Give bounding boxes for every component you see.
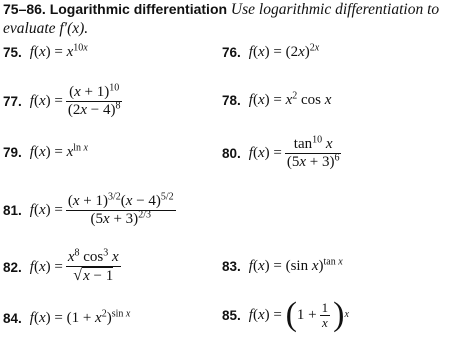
- exercise-78: [222, 92, 331, 109]
- fraction: $\frac{\tan^{10} x}{(5x + 3)^6}$: [286, 134, 340, 170]
- instruction-text-continued: evaluate f′(x).: [3, 20, 89, 37]
- fraction: $\frac{(x + 1)^{3/2}(x - 4)^{5/2}}{(5x + 3)^{2/3}}$: [67, 191, 174, 227]
- exercise-79: [3, 144, 88, 161]
- exercise-number: 82.: [3, 259, 22, 275]
- fraction: $\frac{(x + 1)^{10}}{(2x - 4)^8}$: [67, 82, 121, 118]
- exercise-number: 75.: [3, 45, 22, 60]
- exercise-85: [222, 296, 349, 333]
- exercise-81: [3, 193, 179, 228]
- exercise-number: 78.: [222, 93, 241, 108]
- exercise-header: [3, 0, 448, 38]
- exercise-range: 75–86.: [3, 1, 46, 17]
- exercise-expression: f(x) = (sin x)$^{tan x}$: [248, 256, 343, 274]
- exercise-number: 80.: [222, 146, 241, 161]
- exercise-84: [3, 310, 130, 327]
- fraction: $\frac{1}{x}$: [321, 299, 329, 330]
- exercise-82: [3, 249, 124, 285]
- exercise-number: 84.: [3, 311, 22, 326]
- exercise-number: 85.: [222, 307, 241, 323]
- exercise-expression: $f(x) = x^2$ cos x: [248, 90, 332, 108]
- exercise-number: 77.: [3, 94, 22, 109]
- exercise-75: [3, 44, 88, 61]
- exercise-77: [3, 84, 125, 119]
- exercise-number: 81.: [3, 203, 22, 218]
- exercise-expression: f ( x ) = $\frac{x^8 \cos^3 x}{√x - 1}$: [29, 247, 119, 284]
- exercise-expression: $f(x) = (1 + x^2)^{sin x}$: [29, 308, 131, 326]
- section-title: Logarithmic differentiation: [49, 1, 228, 17]
- exercise-expression: $f(x) = x^{ln x}$: [29, 142, 88, 160]
- exercise-expression: f ( x ) = $\frac{(x + 1)^{3/2}(x - 4)^{5/2}}{(5x + 3)^{2/3}}$: [29, 191, 174, 227]
- exercise-number: 79.: [3, 145, 22, 160]
- exercise-83: [222, 258, 343, 275]
- fraction: $\frac{x^8 \cos^3 x}{√x - 1}$: [67, 247, 119, 284]
- exercise-number: 83.: [222, 259, 241, 274]
- exercise-number: 76.: [222, 45, 241, 60]
- exercise-expression: f ( x ) = $\frac{\tan^{10} x}{(5x + 3)^6}$: [248, 134, 340, 170]
- exercise-76: [222, 44, 319, 61]
- exercise-80: [222, 136, 344, 171]
- radical-icon: √: [73, 267, 83, 284]
- exercise-expression: $f(x) = x^{10x}$: [29, 42, 88, 60]
- exercise-expression: f ( x ) = ( 1 + $\frac{1}{x}$ ) x: [248, 296, 349, 333]
- instruction-text: Use logarithmic differentiation to: [230, 1, 440, 18]
- exercise-expression: f ( x ) = $\frac{(x + 1)^{10}}{(2x - 4)^8}$: [29, 82, 121, 118]
- exercise-expression: $f(x) = (2x)^{2x}$: [248, 42, 320, 60]
